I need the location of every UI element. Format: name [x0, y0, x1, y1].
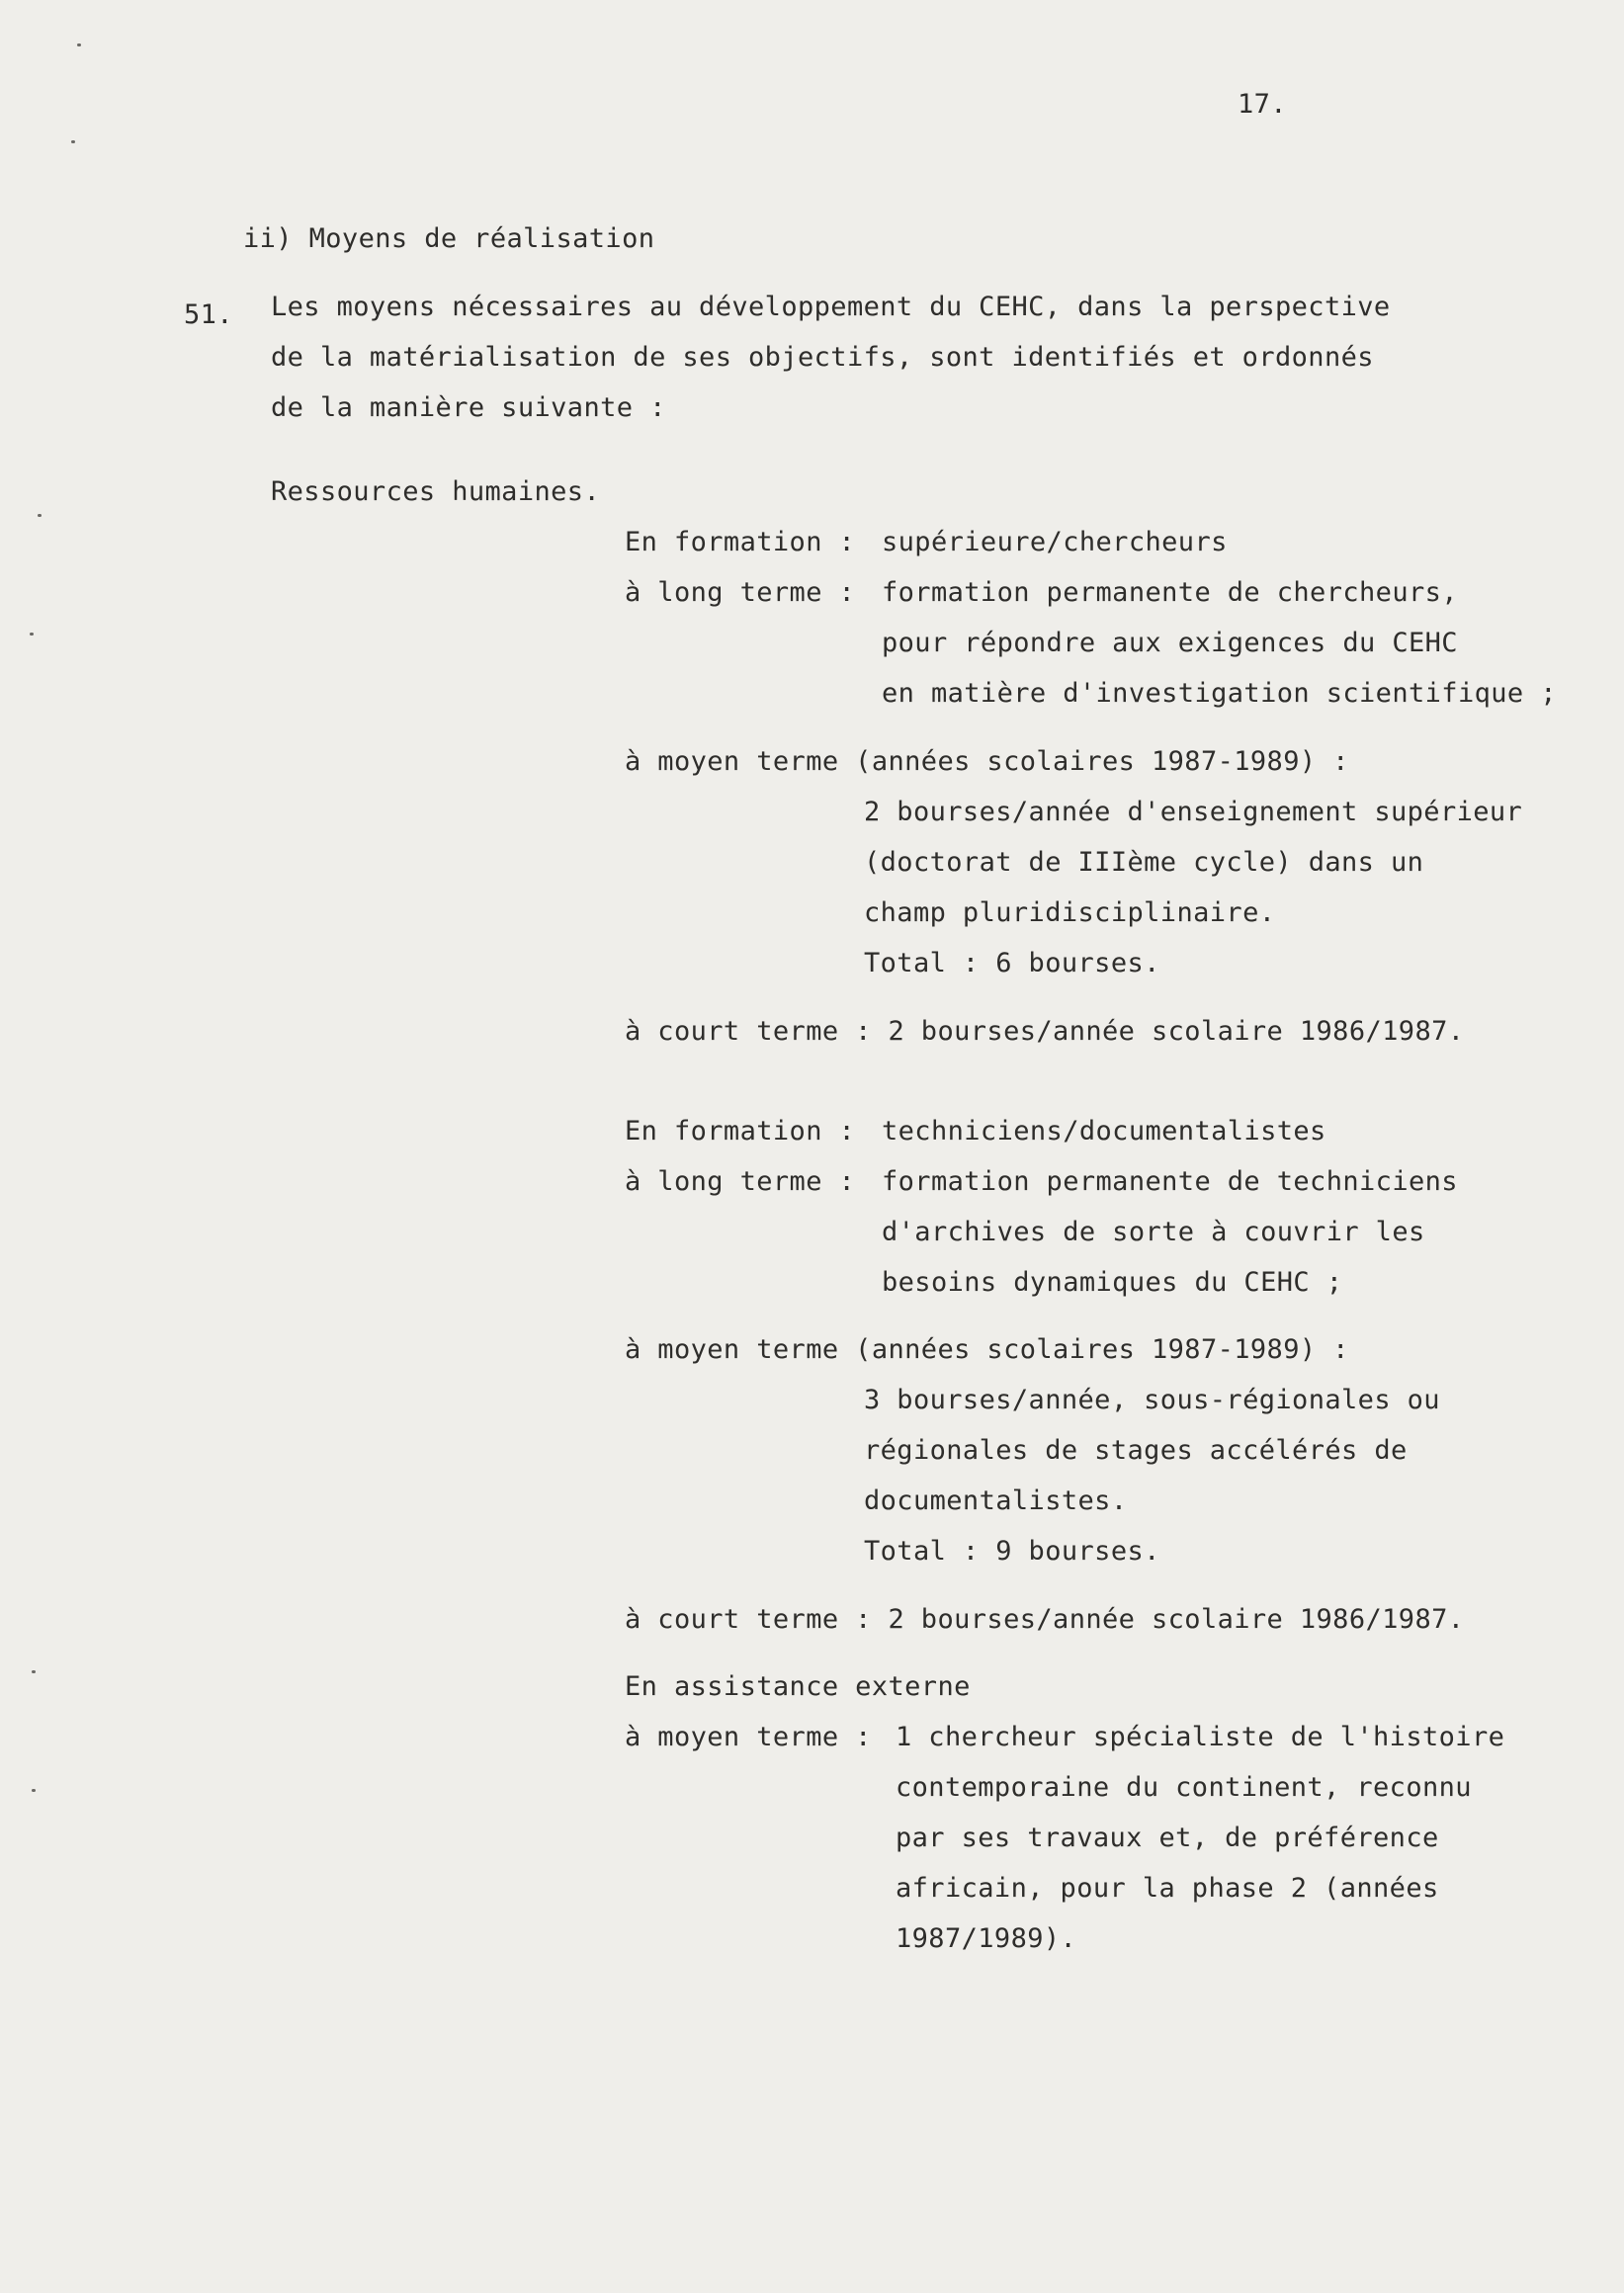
medium-term-line: 2 bourses/année d'enseignement supérieur: [864, 797, 1523, 827]
assistance-line: contemporaine du continent, reconnu: [896, 1772, 1472, 1803]
scan-speck: [77, 43, 81, 46]
assistance-line: africain, pour la phase 2 (années: [896, 1873, 1439, 1904]
medium-term-line: régionales de stages accélérés de: [864, 1435, 1408, 1466]
paragraph-line: de la manière suivante :: [271, 392, 666, 423]
paragraph-line: Les moyens nécessaires au développement du CEHC, dans la perspective: [271, 292, 1391, 322]
medium-term-label: à moyen terme (années scolaires 1987-1989) :: [625, 1334, 1349, 1365]
long-term-line: formation permanente de chercheurs,: [882, 577, 1458, 608]
long-term-label: à long terme :: [625, 1166, 856, 1197]
scan-speck: [32, 1789, 36, 1792]
section-heading: ii) Moyens de réalisation: [243, 223, 655, 254]
assistance-title: En assistance externe: [625, 1671, 971, 1702]
resources-title: Ressources humaines.: [271, 476, 601, 507]
formation-label: En formation :: [625, 527, 856, 557]
short-term-line: à court terme : 2 bourses/année scolaire 1986/1987.: [625, 1016, 1465, 1047]
long-term-line: en matière d'investigation scientifique ;: [882, 678, 1557, 709]
medium-term-total: Total : 9 bourses.: [864, 1536, 1160, 1567]
medium-term-line: (doctorat de IIIème cycle) dans un: [864, 847, 1424, 878]
formation-label: En formation :: [625, 1116, 856, 1146]
long-term-line: formation permanente de techniciens: [882, 1166, 1458, 1197]
long-term-line: pour répondre aux exigences du CEHC: [882, 628, 1458, 658]
page-number: 17.: [1238, 89, 1287, 120]
medium-term-total: Total : 6 bourses.: [864, 948, 1160, 978]
medium-term-label: à moyen terme :: [625, 1722, 872, 1752]
scan-speck: [30, 633, 34, 636]
medium-term-line: 3 bourses/année, sous-régionales ou: [864, 1385, 1440, 1415]
formation-value: supérieure/chercheurs: [882, 527, 1228, 557]
assistance-line: 1 chercheur spécialiste de l'histoire: [896, 1722, 1505, 1752]
medium-term-line: champ pluridisciplinaire.: [864, 897, 1276, 928]
scan-speck: [38, 514, 42, 517]
assistance-line: 1987/1989).: [896, 1923, 1077, 1954]
medium-term-label: à moyen terme (années scolaires 1987-1989) :: [625, 746, 1349, 777]
scan-speck: [71, 140, 75, 143]
short-term-line: à court terme : 2 bourses/année scolaire 1986/1987.: [625, 1604, 1465, 1635]
medium-term-line: documentalistes.: [864, 1486, 1128, 1516]
paragraph-number: 51.: [184, 299, 233, 330]
paragraph-line: de la matérialisation de ses objectifs, sont identifiés et ordonnés: [271, 342, 1374, 373]
assistance-line: par ses travaux et, de préférence: [896, 1823, 1439, 1853]
long-term-line: besoins dynamiques du CEHC ;: [882, 1267, 1343, 1298]
scan-speck: [32, 1670, 36, 1673]
long-term-label: à long terme :: [625, 577, 856, 608]
formation-value: techniciens/documentalistes: [882, 1116, 1326, 1146]
long-term-line: d'archives de sorte à couvrir les: [882, 1217, 1425, 1247]
